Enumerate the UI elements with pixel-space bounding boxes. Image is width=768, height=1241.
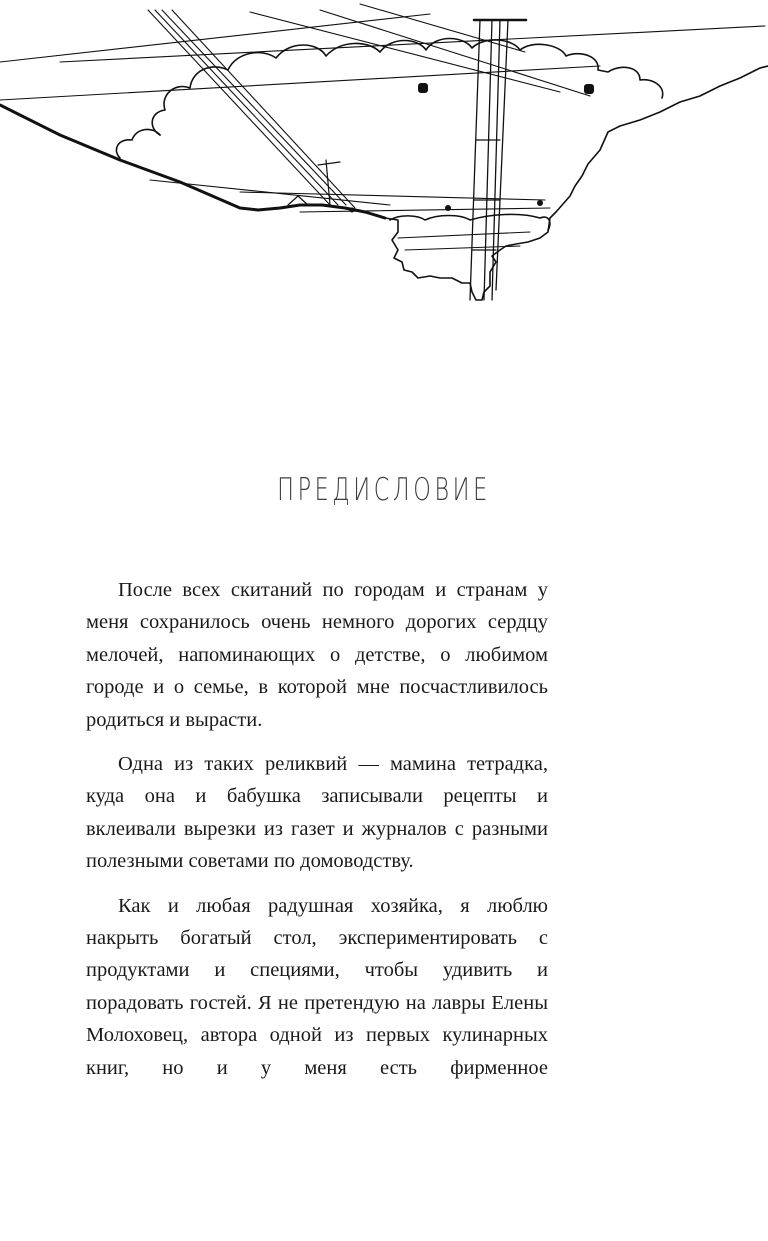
paragraph: Одна из таких реликвий — мамина тетрадка, куда она и бабушка записывали рецепты и вклеивали вырезки из газет и журналов с разными полезными советами по домоводству. [86,753,548,873]
cable-car [584,84,594,94]
paragraph: Как и любая радушная хозяйка, я люблю накрыть богатый стол, экспериментировать с продуктами и специями, чтобы удивить и порадовать гостей. Я не претендую на лавры Елены Молоховец, автора одной из первых кулинарных книг, но и у меня есть фирменное [86,894,548,1079]
coastline [0,105,385,218]
cloud-2 [116,129,160,158]
cable-tower [470,20,526,300]
cloud-3 [390,214,550,230]
cable-car [418,83,428,93]
chapter-title: ПРЕДИСЛОВИЕ [277,472,491,508]
body-text [86,574,548,1084]
city-silhouette [385,66,768,300]
cable-car-city-illustration [0,0,768,310]
paragraph: После всех скитаний по городам и странам у меня сохранилось очень немного дорогих сердцу мелочей, напоминающих о детстве, о любимом городе и о семье, в которой мне посчастливилось родиться и вырасти. [86,579,548,731]
